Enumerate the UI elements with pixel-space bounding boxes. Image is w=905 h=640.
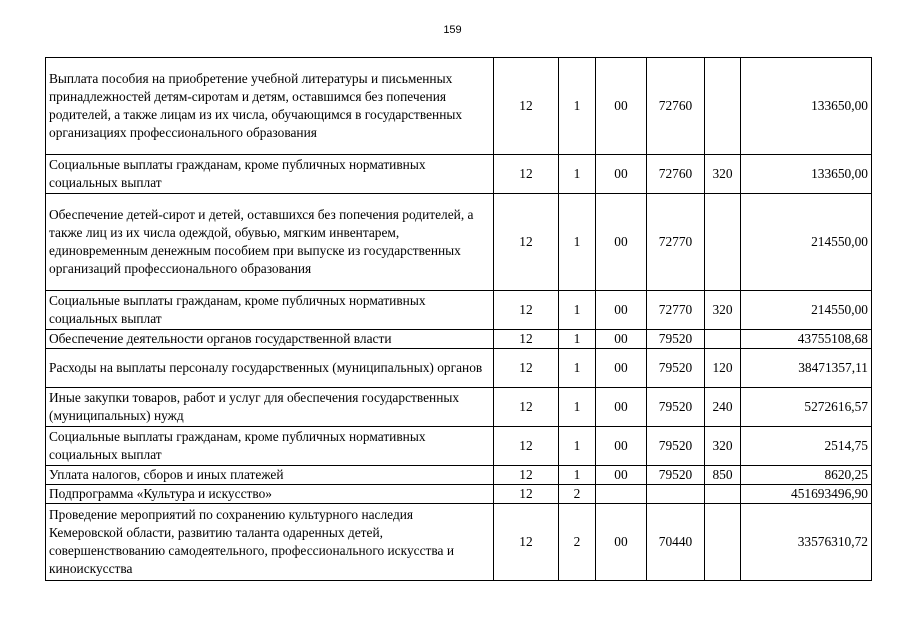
cell-program [596, 485, 647, 504]
row-name: Выплата пособия на приобретение учебной литературы и письменных принадлежностей детям-сиротам и детям, оставшимся без попечения родителей, а также лицам из их числа, обучающимся в государственных организациях профессионального образования [46, 58, 494, 155]
cell-expense-type: 850 [705, 466, 741, 485]
cell-program: 00 [596, 349, 647, 388]
row-name: Обеспечение деятельности органов государственной власти [46, 330, 494, 349]
table-row [46, 349, 872, 388]
cell-sum: 8620,25 [741, 466, 872, 485]
cell-target: 72760 [647, 58, 705, 155]
cell-subsection: 1 [559, 427, 596, 466]
cell-program: 00 [596, 504, 647, 581]
table-row [46, 427, 872, 466]
cell-program: 00 [596, 330, 647, 349]
cell-sum: 133650,00 [741, 58, 872, 155]
cell-section: 12 [494, 504, 559, 581]
row-name: Социальные выплаты гражданам, кроме публичных нормативных социальных выплат [46, 155, 494, 194]
cell-expense-type: 320 [705, 427, 741, 466]
table-row [46, 291, 872, 330]
table-row [46, 155, 872, 194]
cell-program: 00 [596, 194, 647, 291]
cell-target: 79520 [647, 466, 705, 485]
cell-expense-type: 120 [705, 349, 741, 388]
cell-expense-type [705, 194, 741, 291]
cell-section: 12 [494, 194, 559, 291]
row-name: Расходы на выплаты персоналу государственных (муниципальных) органов [46, 349, 494, 388]
table-row [46, 504, 872, 581]
row-name: Обеспечение детей-сирот и детей, оставшихся без попечения родителей, а также лиц из их числа одеждой, обувью, мягким инвентарем, единовременным денежным пособием при выпуске из государственных организаций профессионального образования [46, 194, 494, 291]
table-row [46, 388, 872, 427]
cell-expense-type: 240 [705, 388, 741, 427]
budget-table [45, 57, 872, 581]
cell-subsection: 1 [559, 194, 596, 291]
cell-target: 72760 [647, 155, 705, 194]
cell-expense-type [705, 58, 741, 155]
cell-section: 12 [494, 427, 559, 466]
cell-section: 12 [494, 485, 559, 504]
cell-sum: 43755108,68 [741, 330, 872, 349]
cell-expense-type [705, 504, 741, 581]
cell-program: 00 [596, 466, 647, 485]
page-number: 159 [443, 24, 462, 36]
cell-section: 12 [494, 330, 559, 349]
cell-program: 00 [596, 58, 647, 155]
cell-sum: 451693496,90 [741, 485, 872, 504]
cell-subsection: 1 [559, 388, 596, 427]
cell-subsection: 1 [559, 155, 596, 194]
cell-target: 79520 [647, 349, 705, 388]
cell-sum: 33576310,72 [741, 504, 872, 581]
cell-sum: 214550,00 [741, 291, 872, 330]
cell-sum: 133650,00 [741, 155, 872, 194]
cell-section: 12 [494, 291, 559, 330]
table-row [46, 485, 872, 504]
table-row [46, 58, 872, 155]
cell-expense-type [705, 485, 741, 504]
cell-section: 12 [494, 58, 559, 155]
cell-expense-type: 320 [705, 291, 741, 330]
cell-subsection: 1 [559, 330, 596, 349]
cell-sum: 38471357,11 [741, 349, 872, 388]
table-row [46, 466, 872, 485]
cell-sum: 214550,00 [741, 194, 872, 291]
row-name: Подпрограмма «Культура и искусство» [46, 485, 494, 504]
cell-section: 12 [494, 155, 559, 194]
cell-program: 00 [596, 388, 647, 427]
cell-section: 12 [494, 388, 559, 427]
cell-section: 12 [494, 466, 559, 485]
row-name: Проведение мероприятий по сохранению культурного наследия Кемеровской области, развитию таланта одаренных детей, совершенствованию самодеятельного, профессионального искусства и киноискусства [46, 504, 494, 581]
row-name: Социальные выплаты гражданам, кроме публичных нормативных социальных выплат [46, 427, 494, 466]
cell-expense-type: 320 [705, 155, 741, 194]
cell-subsection: 1 [559, 58, 596, 155]
cell-target [647, 485, 705, 504]
cell-sum: 2514,75 [741, 427, 872, 466]
row-name: Иные закупки товаров, работ и услуг для обеспечения государственных (муниципальных) нужд [46, 388, 494, 427]
row-name: Социальные выплаты гражданам, кроме публичных нормативных социальных выплат [46, 291, 494, 330]
cell-target: 79520 [647, 330, 705, 349]
cell-subsection: 1 [559, 291, 596, 330]
cell-target: 79520 [647, 427, 705, 466]
cell-target: 72770 [647, 194, 705, 291]
cell-section: 12 [494, 349, 559, 388]
cell-subsection: 1 [559, 349, 596, 388]
cell-expense-type [705, 330, 741, 349]
cell-subsection: 2 [559, 504, 596, 581]
cell-program: 00 [596, 291, 647, 330]
cell-target: 70440 [647, 504, 705, 581]
table-row [46, 194, 872, 291]
cell-subsection: 1 [559, 466, 596, 485]
cell-target: 79520 [647, 388, 705, 427]
table-row [46, 330, 872, 349]
cell-subsection: 2 [559, 485, 596, 504]
cell-program: 00 [596, 155, 647, 194]
cell-sum: 5272616,57 [741, 388, 872, 427]
row-name: Уплата налогов, сборов и иных платежей [46, 466, 494, 485]
cell-target: 72770 [647, 291, 705, 330]
cell-program: 00 [596, 427, 647, 466]
